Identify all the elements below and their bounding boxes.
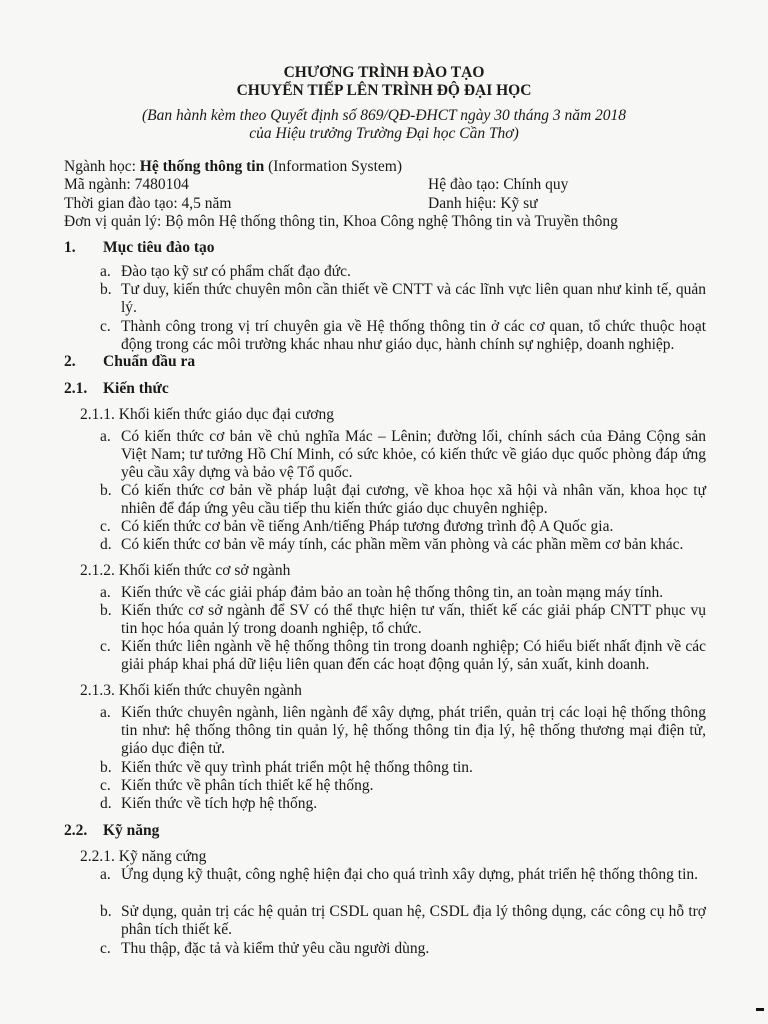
degree-title: Danh hiệu: Kỹ sư: [428, 195, 538, 212]
specialized-knowledge-d: Kiến thức về tích hợp hệ thống.: [121, 795, 318, 812]
general-knowledge-c: Có kiến thức cơ bản về tiếng Anh/tiếng Pháp tương đương trình độ A Quốc gia.: [121, 518, 614, 535]
specialized-knowledge-c: Kiến thức về phân tích thiết kế hệ thống.: [121, 777, 374, 794]
training-mode: Hệ đào tạo: Chính quy: [428, 176, 569, 193]
subsection-2-1-3-title: 2.1.3. Khối kiến thức chuyên ngành: [80, 682, 302, 699]
foundation-knowledge-b: Kiến thức cơ sở ngành để SV có thể thực hiện tư vấn, thiết kế các giải pháp CNTT phục vụ tin học hóa quản lý trong doanh nghiệp, tổ chức.: [121, 602, 706, 637]
section-2-1-title: Kiến thức: [103, 380, 169, 397]
item-letter: b.: [100, 482, 112, 499]
section-2-1-number: 2.1.: [64, 380, 88, 397]
hard-skill-c: Thu thập, đặc tả và kiểm thử yêu cầu người dùng.: [121, 940, 430, 957]
item-letter: d.: [100, 536, 112, 553]
subsection-2-2-1-title: 2.2.1. Kỹ năng cứng: [80, 848, 207, 865]
item-letter: c.: [100, 518, 111, 535]
general-knowledge-d: Có kiến thức cơ bản về máy tính, các phần mềm văn phòng và các phần mềm cơ bản khác.: [121, 536, 684, 553]
major-label: Ngành học:: [64, 158, 140, 175]
training-duration: Thời gian đào tạo: 4,5 năm: [64, 195, 232, 212]
subsection-2-1-1-title: 2.1.1. Khối kiến thức giáo dục đại cương: [80, 406, 335, 423]
item-letter: b.: [100, 281, 112, 298]
section-1-title: Mục tiêu đào tạo: [103, 239, 215, 256]
goal-c: Thành công trong vị trí chuyên gia về Hệ thống thông tin ở các cơ quan, tổ chức thuộc hoạt động trong các môi trường khác nhau như giáo dục, hành chính sự nghiệp, doanh nghiệp.: [121, 318, 706, 353]
specialized-knowledge-b: Kiến thức về quy trình phát triển một hệ thống thông tin.: [121, 759, 473, 776]
foundation-knowledge-a: Kiến thức về các giải pháp đảm bảo an toàn hệ thống thông tin, an toàn mạng máy tính.: [121, 584, 664, 601]
section-2-title: Chuẩn đầu ra: [103, 353, 196, 370]
specialized-knowledge-a: Kiến thức chuyên ngành, liên ngành để xây dựng, phát triển, quản trị các loại hệ thống thông tin như: hệ thống thông tin quản lý, hệ thống thông tin địa lý, hệ thống thương mại điện tử, giáo dục điện tử.: [121, 704, 706, 757]
general-knowledge-b: Có kiến thức cơ bản về pháp luật đại cương, về khoa học xã hội và nhân văn, khoa học tự nhiên để đáp ứng yêu cầu tiếp thu kiến thức giáo dục chuyên nghiệp.: [121, 482, 706, 517]
goal-a: Đào tạo kỹ sư có phẩm chất đạo đức.: [121, 263, 351, 280]
item-letter: d.: [100, 795, 112, 812]
major-english: (Information System): [264, 158, 402, 175]
doc-subtitle-line2: của Hiệu trưởng Trường Đại học Cần Thơ): [249, 125, 519, 142]
item-letter: a.: [100, 428, 111, 445]
item-letter: a.: [100, 866, 111, 883]
item-letter: b.: [100, 602, 112, 619]
doc-subtitle-line1: (Ban hành kèm theo Quyết định số 869/QĐ-ĐHCT ngày 30 tháng 3 năm 2018: [141, 107, 627, 124]
item-letter: a.: [100, 263, 111, 280]
hard-skill-a: Ứng dụng kỹ thuật, công nghệ hiện đại cho quá trình xây dựng, phát triển hệ thống thông tin.: [121, 866, 699, 883]
section-1-number: 1.: [64, 239, 76, 256]
major-name: Hệ thống thông tin: [139, 158, 265, 175]
section-2-2-title: Kỹ năng: [103, 822, 160, 839]
item-letter: c.: [100, 318, 111, 335]
item-letter: b.: [100, 759, 112, 776]
scan-mark: [756, 1008, 764, 1011]
foundation-knowledge-c: Kiến thức liên ngành về hệ thống thông tin trong doanh nghiệp; Có hiểu biết nhất định về các giải pháp khai phá dữ liệu liên quan đến các hoạt động quản lý, sản xuất, kinh doanh.: [121, 638, 706, 673]
item-letter: a.: [100, 584, 111, 601]
managing-unit: Đơn vị quản lý: Bộ môn Hệ thống thông tin, Khoa Công nghệ Thông tin và Truyền thông: [64, 213, 618, 230]
item-letter: a.: [100, 704, 111, 721]
section-2-number: 2.: [64, 353, 76, 370]
section-2-2-number: 2.2.: [64, 822, 88, 839]
hard-skill-b: Sử dụng, quản trị các hệ quản trị CSDL quan hệ, CSDL địa lý thông dụng, các công cụ hỗ trợ phân tích thiết kế.: [121, 903, 706, 938]
item-letter: c.: [100, 638, 111, 655]
general-knowledge-a: Có kiến thức cơ bản về chủ nghĩa Mác – Lênin; đường lối, chính sách của Đảng Cộng sản Việt Nam; tư tưởng Hồ Chí Minh, có sức khỏe, có kiến thức về giáo dục quốc phòng đáp ứng yêu cầu xây dựng và bảo vệ Tổ quốc.: [121, 428, 706, 481]
doc-title-line1: CHƯƠNG TRÌNH ĐÀO TẠO: [283, 64, 485, 81]
major-line: [64, 158, 402, 176]
item-letter: c.: [100, 777, 111, 794]
major-code: Mã ngành: 7480104: [64, 176, 189, 193]
doc-title-line2: CHUYỂN TIẾP LÊN TRÌNH ĐỘ ĐẠI HỌC: [236, 82, 532, 99]
subsection-2-1-2-title: 2.1.2. Khối kiến thức cơ sở ngành: [80, 562, 291, 579]
item-letter: c.: [100, 940, 111, 957]
goal-b: Tư duy, kiến thức chuyên môn cần thiết về CNTT và các lĩnh vực liên quan như kinh tế, quản lý.: [121, 281, 706, 316]
item-letter: b.: [100, 903, 112, 920]
